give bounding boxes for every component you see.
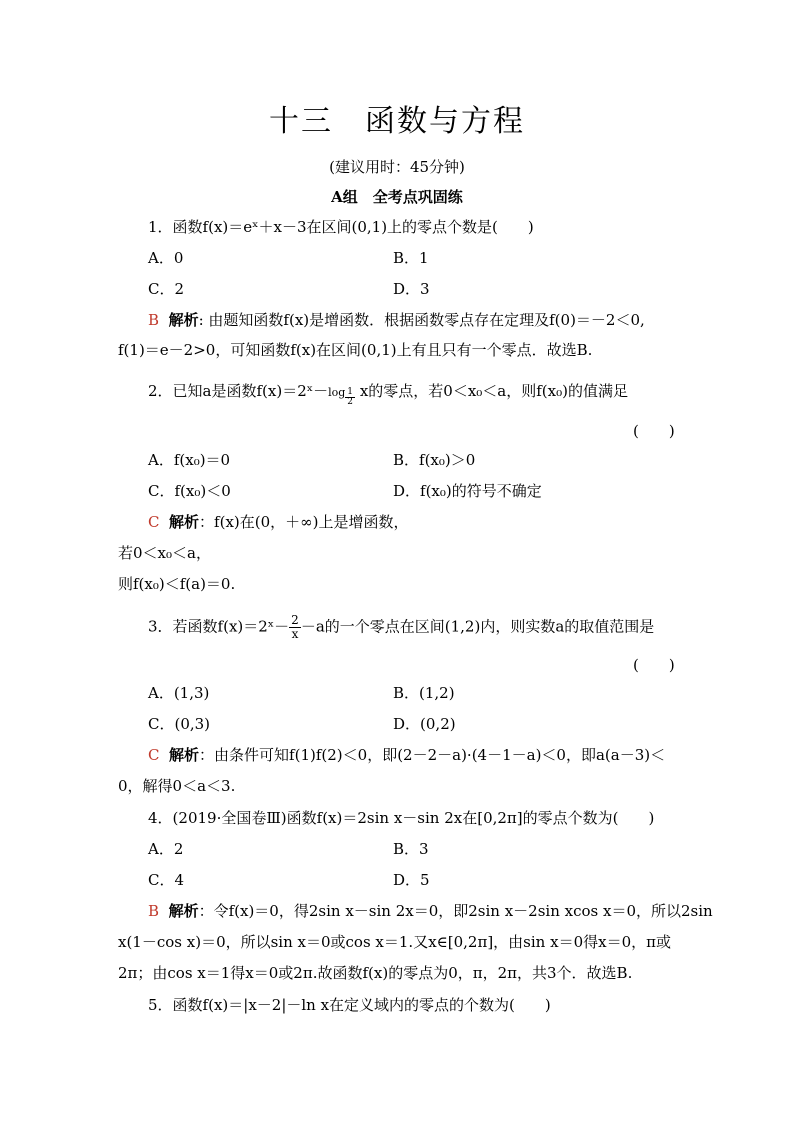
q2-answer-line-3: 则f(x₀)＜f(a)＝0. (118, 575, 236, 593)
q3-answer-line-1 (148, 745, 665, 765)
time-hint: (建议用时：45分钟) (329, 158, 465, 176)
q1-stem: 1．函数f(x)＝eˣ＋x－3在区间(0,1)上的零点个数是( ) (148, 218, 534, 236)
q4-option-c: C．4 (148, 871, 185, 889)
q1-answer-letter: B (148, 311, 160, 329)
q3-fraction (289, 614, 301, 641)
q3-stem-post: －a的一个零点在区间(1,2)内，则实数a的取值范围是 (300, 617, 655, 636)
q1-analysis-tag: 解析 (168, 311, 199, 329)
q1-option-a: A．0 (148, 249, 184, 267)
q2-log-base-den: 2 (347, 397, 354, 407)
q2-option-c: C．f(x₀)＜0 (148, 482, 231, 500)
q1-option-b: B．1 (393, 249, 429, 267)
q3-analysis-tag: 解析 (169, 746, 200, 764)
q2-answer-line-2: 若0＜x₀＜a， (118, 544, 211, 562)
q4-option-a: A．2 (148, 840, 184, 858)
q2-analysis-text: ：f(x)在(0，＋∞)上是增函数， (199, 513, 409, 531)
q3-answer-paren: ( ) (633, 656, 675, 674)
q4-stem: 4．(2019·全国卷Ⅲ)函数f(x)＝2sin x－sin 2x在[0,2π]的零点个数为( ) (148, 809, 655, 827)
q2-answer-line-1 (148, 512, 409, 532)
q3-frac-den: x (291, 627, 299, 641)
q3-analysis-text: ：由条件可知f(1)f(2)＜0，即(2－2－a)·(4－1－a)＜0，即a(a－3)＜ (199, 746, 666, 764)
q3-stem (148, 614, 654, 641)
q3-option-a: A．(1,3) (148, 684, 210, 702)
q2-option-a: A．f(x₀)＝0 (148, 451, 231, 469)
q1-answer-line-1 (148, 310, 645, 330)
q2-answer-letter: C (148, 513, 160, 531)
q2-option-b: B．f(x₀)＞0 (393, 451, 476, 469)
q3-option-b: B．(1,2) (393, 684, 455, 702)
q4-option-d: D．5 (393, 871, 430, 889)
q3-answer-line-2: 0，解得0＜a＜3. (118, 777, 236, 795)
q2-answer-paren: ( ) (633, 422, 675, 440)
q4-answer-letter: B (148, 902, 160, 920)
q1-option-d: D．3 (393, 280, 430, 298)
q4-option-b: B．3 (393, 840, 429, 858)
q3-option-c: C．(0,3) (148, 715, 211, 733)
q1-analysis-text: : 由题知函数f(x)是增函数．根据函数零点存在定理及f(0)＝－2＜0, (198, 311, 645, 329)
group-heading: A组 全考点巩固练 (331, 188, 463, 206)
q4-answer-line-3: 2π；由cos x＝1得x＝0或2π.故函数f(x)的零点为0，π，2π，共3个．故选B. (118, 964, 633, 982)
q3-stem-pre: 3．若函数f(x)＝2ˣ－ (148, 617, 290, 636)
q2-analysis-tag: 解析 (169, 513, 200, 531)
q4-analysis-text: ：令f(x)＝0，得2sin x－sin 2x＝0，即2sin x－2sin xcos x＝0，所以2sin (198, 902, 713, 920)
q2-stem-post: x的零点，若0＜x₀＜a，则f(x₀)的值满足 (359, 382, 628, 400)
q2-log-base (345, 388, 355, 407)
q1-answer-line-2: f(1)＝e－2>0，可知函数f(x)在区间(0,1)上有且只有一个零点．故选B. (118, 341, 593, 359)
q3-answer-letter: C (148, 746, 160, 764)
q2-log: log (328, 386, 346, 399)
q2-stem-pre: 2．已知a是函数f(x)＝2ˣ－ (148, 382, 329, 400)
q5-stem: 5．函数f(x)＝|x－2|－ln x在定义域内的零点的个数为( ) (148, 996, 551, 1014)
q4-answer-line-2: x(1－cos x)＝0，所以sin x＝0或cos x＝1.又x∈[0,2π]，由sin x＝0得x＝0，π或 (118, 933, 671, 951)
q2-option-d: D．f(x₀)的符号不确定 (393, 482, 542, 500)
q1-option-c: C．2 (148, 280, 185, 298)
q4-answer-line-1 (148, 901, 713, 921)
q3-option-d: D．(0,2) (393, 715, 456, 733)
q2-stem (148, 381, 628, 407)
q2-log-base-num: 1 (347, 387, 354, 397)
q4-analysis-tag: 解析 (168, 902, 199, 920)
page-title: 十三 函数与方程 (269, 104, 525, 139)
q3-frac-num: 2 (291, 613, 299, 627)
